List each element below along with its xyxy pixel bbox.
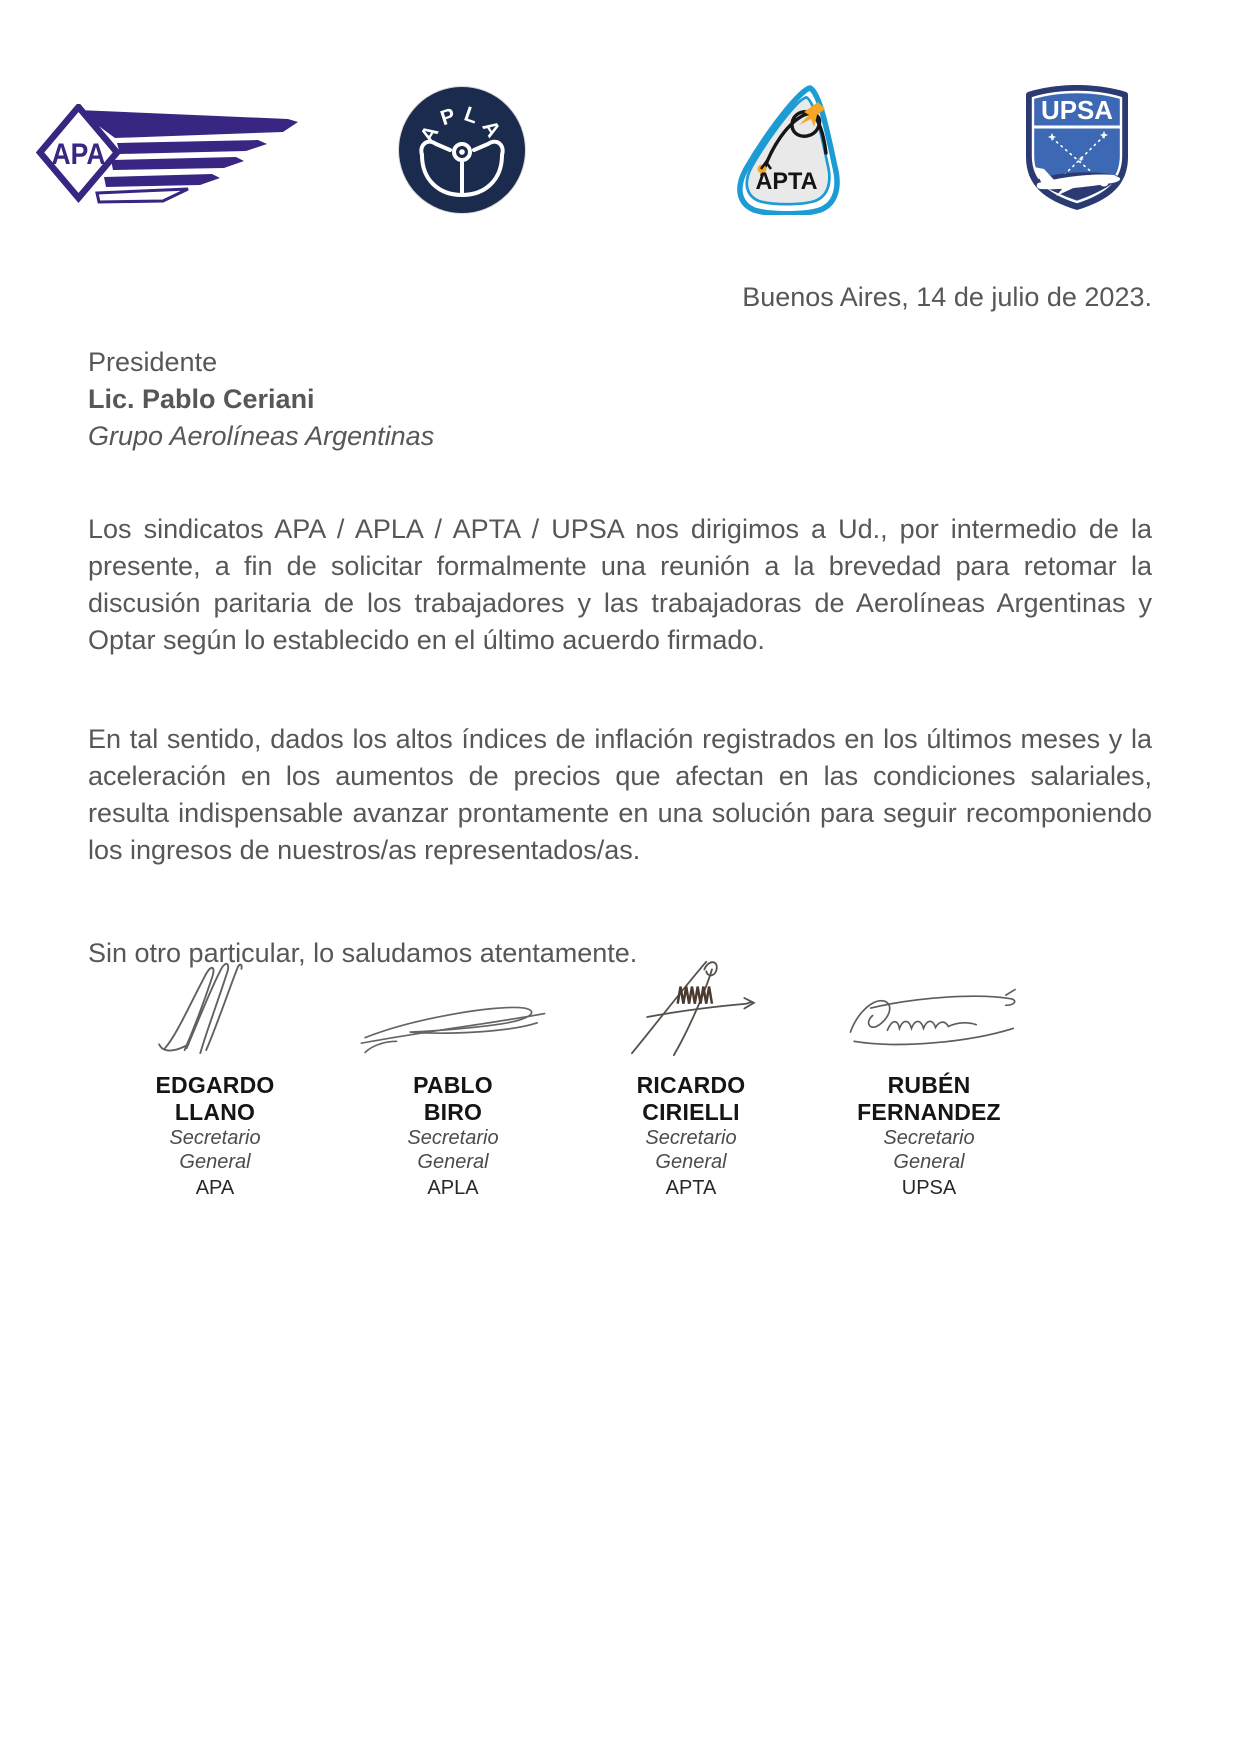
signatory-title: Secretario General (645, 1127, 737, 1173)
signatory-name: PABLO BIRO (413, 1072, 493, 1125)
signature-block-llano (96, 956, 334, 1200)
signature-block-cirielli (572, 956, 810, 1200)
recipient-block (88, 344, 1152, 455)
signature-image-llano (150, 960, 280, 1058)
signatory-union: APTA (665, 1177, 717, 1199)
signature-block-biro (334, 956, 572, 1200)
apa-logo-label: APA (51, 138, 106, 171)
apla-logo (397, 85, 527, 215)
signatory-name: RUBÉN FERNANDEZ (857, 1072, 1001, 1125)
recipient-role: Presidente (88, 347, 218, 377)
upsa-logo-label: UPSA (1041, 95, 1114, 125)
apa-wing-bar (77, 110, 298, 138)
signatory-title: Secretario General (169, 1127, 261, 1173)
paragraph-1: Los sindicatos APA / APLA / APTA / UPSA nos dirigimos a Ud., por intermedio de la presente, a fin de solicitar formalmente una reunión a la brevedad para retomar la discusión paritaria de los trabajadores y las trabajadoras de Aerolíneas Argentinas y Optar según lo establecido en el último acuerdo firmado. (88, 514, 1152, 655)
apa-logo (36, 104, 302, 210)
apta-logo-label: APTA (755, 168, 818, 195)
date-line: Buenos Aires, 14 de julio de 2023. (742, 282, 1152, 312)
signature-block-fernandez (810, 956, 1048, 1200)
signature-row (96, 956, 1048, 1200)
apta-logo (728, 85, 845, 215)
apla-logo-label: APLA (415, 102, 509, 147)
signatory-union: UPSA (901, 1177, 957, 1199)
signatory-union: APA (195, 1177, 235, 1199)
recipient-org: Grupo Aerolíneas Argentinas (88, 421, 435, 451)
signatory-union: APLA (427, 1177, 479, 1199)
signatory-title: Secretario General (883, 1127, 975, 1173)
closing-line: Sin otro particular, lo saludamos atentamente. (88, 938, 638, 968)
upsa-logo (1022, 83, 1133, 213)
signatory-name: RICARDO CIRIELLI (636, 1072, 746, 1125)
signatory-name: EDGARDO LLANO (155, 1072, 275, 1125)
signature-image-biro (348, 984, 558, 1058)
signature-image-cirielli (621, 958, 761, 1058)
signatory-title: Secretario General (407, 1127, 499, 1173)
signature-image-fernandez (832, 984, 1027, 1058)
recipient-name: Lic. Pablo Ceriani (88, 384, 315, 414)
paragraph-2: En tal sentido, dados los altos índices de inflación registrados en los últimos meses y la aceleración en los aumentos de precios que afectan en las condiciones salariales, resulta indispensable avanzar prontamente en una solución para seguir recomponiendo los ingresos de nuestros/as representados/as. (88, 724, 1152, 865)
